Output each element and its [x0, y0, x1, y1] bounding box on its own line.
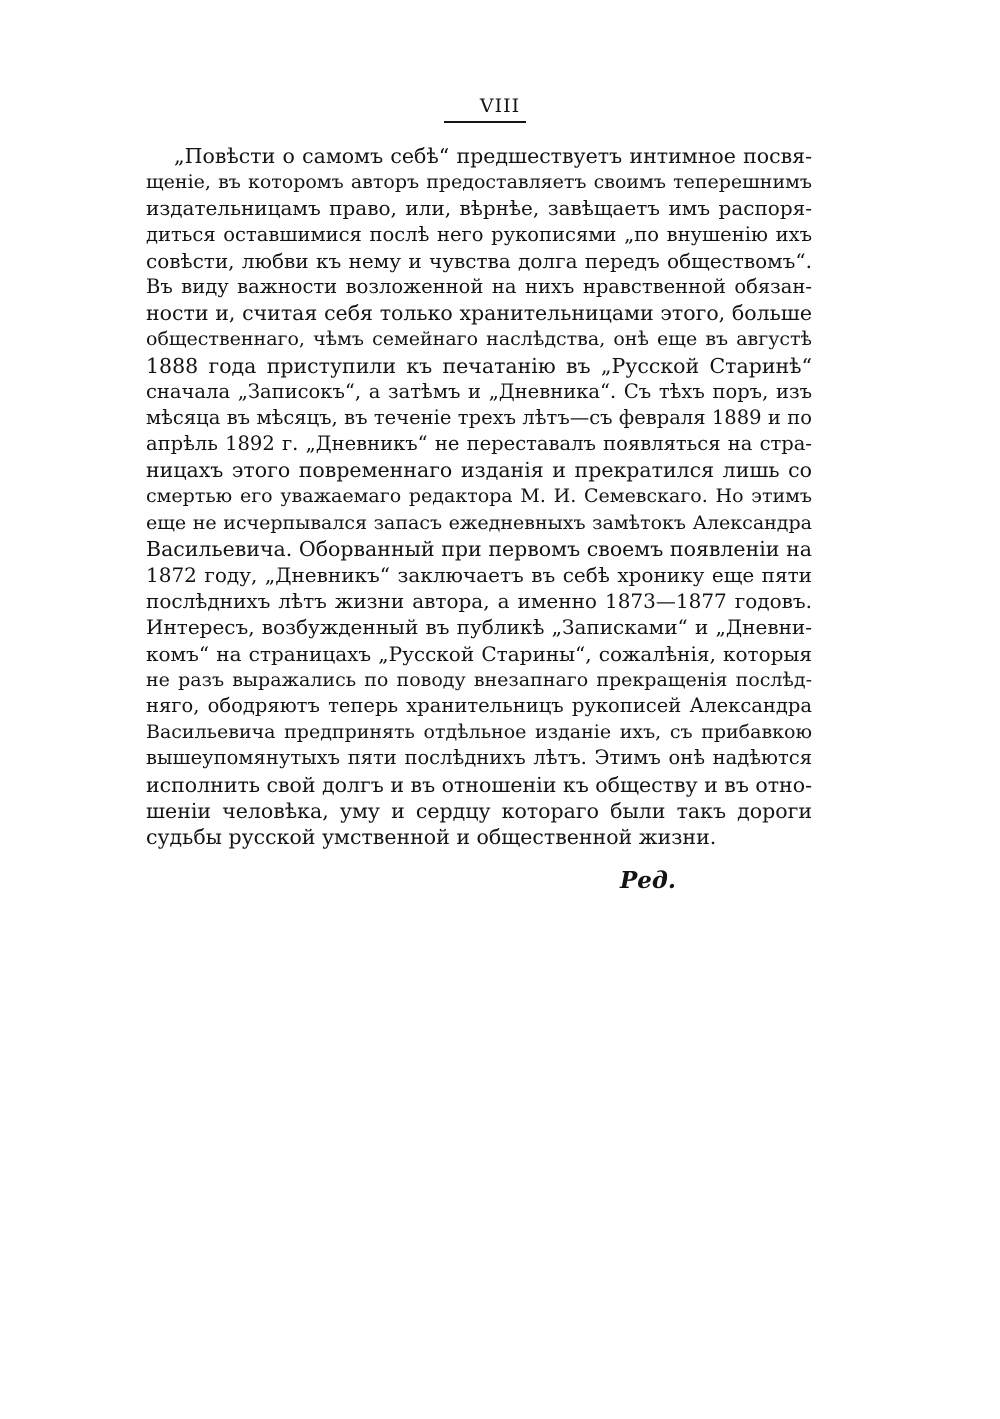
paragraph-line: 1888 года приступили къ печатанію въ „Русской Старинѣ“	[146, 353, 812, 378]
paragraph-line: апрѣль 1892 г. „Дневникъ“ не переставалъ появляться на стра-	[146, 432, 812, 456]
paragraph-line: вышеупомянутыхъ пяти послѣднихъ лѣтъ. Этимъ онѣ надѣются	[146, 746, 812, 770]
paragraph-line: совѣсти, любви къ нему и чувства долга передъ обществомъ“.	[146, 248, 812, 273]
paragraph-line: общественнаго, чѣмъ семейнаго наслѣдства, онѣ еще въ августѣ	[146, 328, 812, 351]
paragraph-line: „Повѣсти о самомъ себѣ“ предшествуетъ интимное посвя-	[174, 144, 812, 168]
paragraph-line: мѣсяца въ мѣсяцъ, въ теченіе трехъ лѣтъ—съ февраля 1889 и по	[146, 405, 812, 429]
paragraph-line: 1872 году, „Дневникъ“ заключаетъ въ себѣ хронику еще пяти	[146, 563, 812, 587]
paragraph-line: щеніе, въ которомъ авторъ предоставляетъ своимъ теперешнимъ	[146, 171, 812, 194]
paragraph-line: ности и, считая себя только хранительницами этого, больше	[146, 301, 812, 326]
paragraph-line: комъ“ на страницахъ „Русской Старины“, сожалѣнія, которыя	[146, 641, 812, 666]
paragraph-line: няго, ободряютъ теперь хранительницъ рукописей Александра	[146, 693, 812, 717]
paragraph-line: Интересъ, возбужденный въ публикѣ „Записками“ и „Дневни-	[146, 615, 812, 640]
paragraph-line: не разъ выражались по поводу внезапнаго прекращенія послѣд-	[146, 668, 812, 691]
body-paragraph	[146, 143, 812, 850]
paragraph-line: диться оставшимися послѣ него рукописями „по внушенію ихъ	[146, 222, 812, 246]
editor-signature: Ред.	[620, 867, 676, 894]
paragraph-line: сначала „Записокъ“, а затѣмъ и „Дневника“. Съ тѣхъ поръ, изъ	[146, 379, 812, 403]
paragraph-line: смертью его уважаемаго редактора М. И. Семевскаго. Но этимъ	[146, 485, 812, 508]
header-rule	[444, 121, 526, 123]
paragraph-line: Васильевича предпринять отдѣльное изданіе ихъ, съ прибавкою	[146, 721, 812, 744]
paragraph-line: судьбы русской умственной и общественной жизни.	[146, 824, 717, 849]
paragraph-line: Въ виду важности возложенной на нихъ нравственной обязан-	[146, 274, 812, 298]
paragraph-line: ницахъ этого повременнаго изданія и прекратился лишь со	[146, 458, 812, 483]
paragraph-line: еще не исчерпывался запасъ ежедневныхъ замѣтокъ Александра	[146, 511, 812, 534]
paragraph-line: издательницамъ право, или, вѣрнѣе, завѣщаетъ имъ распоря-	[146, 196, 812, 221]
paragraph-line: послѣднихъ лѣтъ жизни автора, а именно 1873—1877 годовъ.	[146, 589, 812, 614]
paragraph-line: исполнить свой долгъ и въ отношеніи къ обществу и въ отно-	[146, 772, 812, 797]
paragraph-line: Васильевича. Оборванный при первомъ своемъ появленіи на	[146, 536, 812, 561]
paragraph-line: шеніи человѣка, уму и сердцу котораго были такъ дороги	[146, 798, 812, 823]
page-number: VIII	[479, 95, 521, 117]
